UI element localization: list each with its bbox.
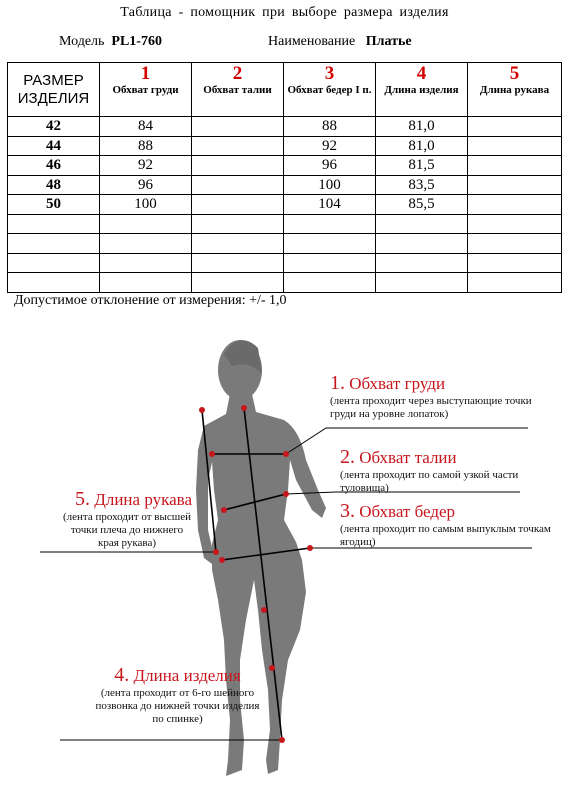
- name-value: Платье: [365, 34, 412, 49]
- column-label: Обхват талии: [203, 84, 272, 96]
- annotation-description: (лента проходит по самой узкой части туловища): [340, 469, 519, 494]
- annotation-hips: [340, 500, 560, 549]
- column-number: 5: [509, 63, 520, 84]
- size-cell: 48: [8, 175, 100, 195]
- table-cell: [468, 136, 562, 156]
- table-cell: 96: [284, 156, 376, 176]
- table-cell: [192, 136, 284, 156]
- column-label: Длина рукава: [479, 84, 550, 96]
- table-cell: 92: [100, 156, 192, 176]
- page-title: Таблица - помощник при выборе размера изделия: [120, 5, 449, 20]
- table-cell: [284, 234, 376, 254]
- annotation-chest: [330, 372, 540, 421]
- table-row: [8, 156, 562, 176]
- table-cell: 81,0: [376, 117, 468, 137]
- table-cell: [468, 253, 562, 273]
- table-cell: 88: [284, 117, 376, 137]
- annotation-number: 2.: [340, 446, 355, 468]
- table-cell: 92: [284, 136, 376, 156]
- table-cell: [192, 273, 284, 293]
- model-value: PL1-760: [111, 34, 162, 49]
- table-body: [8, 117, 562, 293]
- table-cell: [100, 214, 192, 234]
- table-cell: 84: [100, 117, 192, 137]
- table-header-row: [8, 63, 562, 117]
- table-cell: [192, 195, 284, 215]
- size-header: РАЗМЕР ИЗДЕЛИЯ: [8, 63, 100, 117]
- table-cell: 100: [100, 195, 192, 215]
- table-cell: 100: [284, 175, 376, 195]
- table-cell: 85,5: [376, 195, 468, 215]
- table-cell: [100, 253, 192, 273]
- annotation-description: (лента проходит по самым выпуклым точкам ягодиц): [340, 523, 551, 548]
- model-label: Модель: [59, 34, 105, 49]
- size-table: [7, 62, 562, 293]
- annotation-title: Длина рукава: [94, 490, 192, 509]
- table-cell: [468, 117, 562, 137]
- column-header: [192, 63, 284, 117]
- table-row: [8, 195, 562, 215]
- column-number: 4: [416, 63, 427, 84]
- table-row: [8, 273, 562, 293]
- annotation-number: 1.: [330, 372, 345, 394]
- size-cell: [8, 253, 100, 273]
- table-cell: [468, 195, 562, 215]
- table-cell: [100, 234, 192, 254]
- column-number: 3: [324, 63, 335, 84]
- table-cell: [284, 214, 376, 234]
- annotation-waist: [340, 446, 520, 495]
- table-cell: 83,5: [376, 175, 468, 195]
- annotation-title: Длина изделия: [133, 666, 241, 685]
- annotation-description: (лента проходит от 6-го шейного позвонка до нижней точки изделия по спинке): [95, 687, 260, 725]
- column-header: [468, 63, 562, 117]
- table-cell: [192, 234, 284, 254]
- table-cell: [468, 214, 562, 234]
- table-cell: [192, 117, 284, 137]
- size-cell: [8, 234, 100, 254]
- column-header: [284, 63, 376, 117]
- table-cell: [376, 273, 468, 293]
- size-cell: 50: [8, 195, 100, 215]
- annotation-number: 4.: [114, 664, 130, 686]
- table-cell: [100, 273, 192, 293]
- table-cell: [376, 214, 468, 234]
- table-cell: 96: [100, 175, 192, 195]
- table-cell: [284, 253, 376, 273]
- table-cell: [192, 156, 284, 176]
- table-row: [8, 234, 562, 254]
- table-row: [8, 253, 562, 273]
- table-row: [8, 214, 562, 234]
- size-cell: 44: [8, 136, 100, 156]
- table-cell: [468, 156, 562, 176]
- column-number: 1: [140, 63, 151, 84]
- size-cell: 46: [8, 156, 100, 176]
- annotation-number: 5.: [75, 488, 90, 510]
- annotation-title: Обхват талии: [359, 448, 457, 467]
- tolerance-note: Допустимое отклонение от измерения: +/- 1,0: [14, 293, 287, 308]
- name-label: Наименование: [268, 34, 356, 49]
- annotation-sleeve: [42, 488, 192, 550]
- column-header: [376, 63, 468, 117]
- column-label: Длина изделия: [384, 84, 459, 96]
- table-row: [8, 117, 562, 137]
- model-line: [59, 34, 162, 50]
- table-cell: 104: [284, 195, 376, 215]
- annotation-description: (лента проходит от высшей точки плеча до нижнего края рукава): [62, 511, 192, 549]
- table-cell: [192, 253, 284, 273]
- table-cell: [468, 175, 562, 195]
- annotation-title: Обхват бедер: [359, 502, 456, 521]
- column-label: Обхват бедер I п.: [287, 84, 372, 96]
- annotation-length: [90, 664, 265, 726]
- annotation-number: 3.: [340, 500, 355, 522]
- annotation-description: (лента проходит через выступающие точки груди на уровне лопаток): [330, 395, 532, 420]
- table-cell: 81,5: [376, 156, 468, 176]
- size-cell: [8, 214, 100, 234]
- table-cell: [468, 273, 562, 293]
- table-row: [8, 175, 562, 195]
- size-cell: [8, 273, 100, 293]
- table-cell: [284, 273, 376, 293]
- table-cell: [192, 175, 284, 195]
- table-cell: [192, 214, 284, 234]
- table-cell: [376, 234, 468, 254]
- size-cell: 42: [8, 117, 100, 137]
- table-cell: [376, 253, 468, 273]
- table-cell: [468, 234, 562, 254]
- table-row: [8, 136, 562, 156]
- table-cell: 81,0: [376, 136, 468, 156]
- table-cell: 88: [100, 136, 192, 156]
- column-header: [100, 63, 192, 117]
- column-label: Обхват груди: [112, 84, 179, 96]
- annotation-title: Обхват груди: [349, 374, 446, 393]
- name-line: [268, 34, 412, 50]
- column-number: 2: [232, 63, 243, 84]
